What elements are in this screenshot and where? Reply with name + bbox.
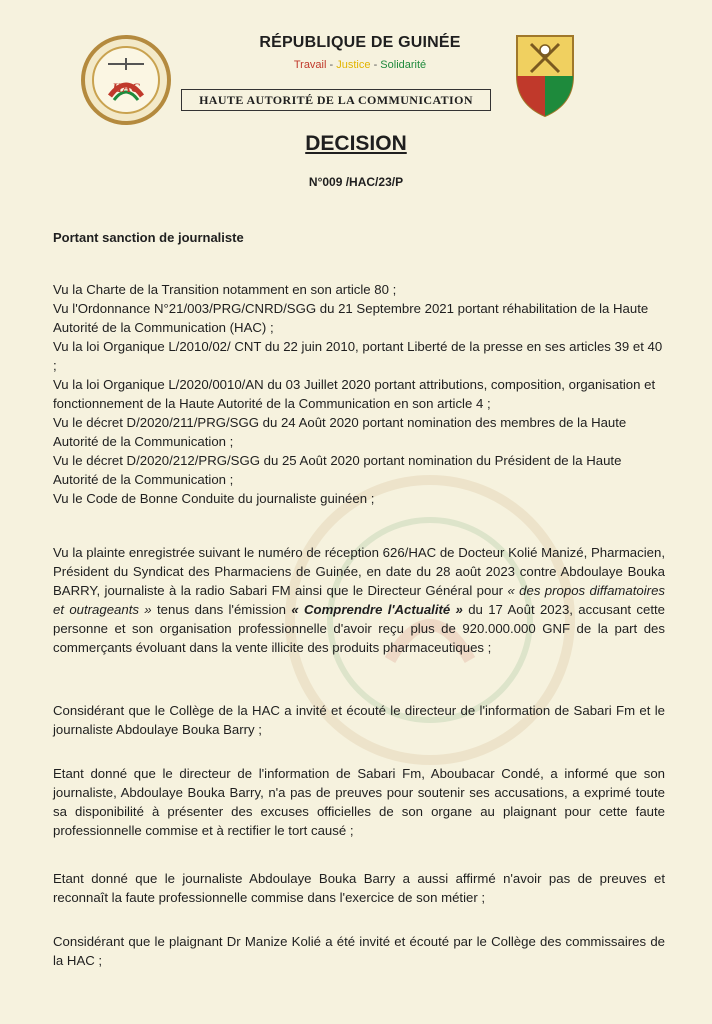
motto-travail: Travail (293, 59, 327, 71)
complaint-quote: « des propos diffamatoires et outrageants » (53, 583, 665, 617)
consideration-paragraph: Etant donné que le directeur de l'information de Sabari Fm, Aboubacar Condé, a informé que son journaliste, Abdoulaye Bouka Barry, n'a pas de preuves pour soutenir ses accusations, a exprimé toute sa disponibilité à présenter des excuses officielles de son organe au plaignant pour cette faute professionnelle commise et à rectifier le tort causé ; (53, 766, 665, 838)
visa-item: Vu la loi Organique L/2010/02/ CNT du 22 juin 2010, portant Liberté de la presse en ses articles 39 et 40 ; (53, 339, 663, 373)
consideration-paragraph: Considérant que le plaignant Dr Manize Kolié a été invité et écouté par le Collège des commissaires de la HAC ; (53, 934, 665, 968)
visa-item: Vu le décret D/2020/212/PRG/SGG du 25 Août 2020 portant nomination du Président de la Haute Autorité de la Communication ; (53, 453, 622, 487)
decision-number: N°009 /HAC/23/P (308, 175, 404, 189)
consideration-paragraph: Considérant que le Collège de la HAC a invité et écouté le directeur de l'information de Sabari Fm et le journaliste Abdoulaye Bouka Barry ; (53, 703, 665, 737)
consideration-paragraph: Etant donné que le journaliste Abdoulaye Bouka Barry a aussi affirmé n'avoir pas de preuves et reconnaît la faute professionnelle commise dans l'exercice de son métier ; (53, 871, 665, 905)
visa-item: Vu le Code de Bonne Conduite du journaliste guinéen ; (53, 491, 375, 506)
motto-separator: - (329, 59, 334, 71)
motto-solidarite: Solidarité (380, 59, 427, 71)
decision-title: DECISION (305, 132, 407, 155)
visa-item: Vu la Charte de la Transition notamment en son article 80 ; (53, 282, 397, 297)
complaint-paragraph (53, 543, 665, 657)
visa-item: Vu l'Ordonnance N°21/003/PRG/CNRD/SGG du 21 Septembre 2021 portant réhabilitation de la Haute Autorité de la Communication (HAC) ; (53, 301, 649, 335)
visa-item: Vu le décret D/2020/211/PRG/SGG du 24 Août 2020 portant nomination des membres de la Haute Autorité de la Communication ; (53, 415, 627, 449)
hac-seal-icon (80, 34, 172, 126)
authority-name: HAUTE AUTORITÉ DE LA COMMUNICATION (181, 89, 491, 111)
program-name: « Comprendre l'Actualité » (291, 602, 463, 617)
hac-seal-text: HAC (112, 80, 140, 95)
complaint-text: du 17 Août 2023, accusant cette personne et son organisation professionnelle d'avoir reçu plus de 920.000.000 GNF de la part des commerçants évoluant dans la vente illicite des produits pharmaceutiques ; (53, 602, 665, 655)
visa-item: Vu la loi Organique L/2020/0010/AN du 03 Juillet 2020 portant attributions, composition, organisation et fonctionnement de la Haute Autorité de la Communication en son article 4 ; (53, 377, 656, 411)
visas-list (53, 280, 665, 508)
country-title: RÉPUBLIQUE DE GUINÉE (259, 34, 461, 51)
decision-subject: Portant sanction de journaliste (53, 230, 244, 245)
motto-separator: - (373, 59, 378, 71)
motto-justice: Justice (336, 59, 371, 71)
complaint-text: Vu la plainte enregistrée suivant le numéro de réception 626/HAC de Docteur Kolié Manizé, Pharmacien, Président du Syndicat des Pharmaciens de Guinée, en date du 28 août 2023 contre Abdoulaye Bouka BARRY, journaliste à la radio Sabari FM ainsi que le Directeur Général pour (53, 545, 665, 598)
national-motto (200, 59, 520, 71)
complaint-text: tenus dans l'émission (151, 602, 292, 617)
